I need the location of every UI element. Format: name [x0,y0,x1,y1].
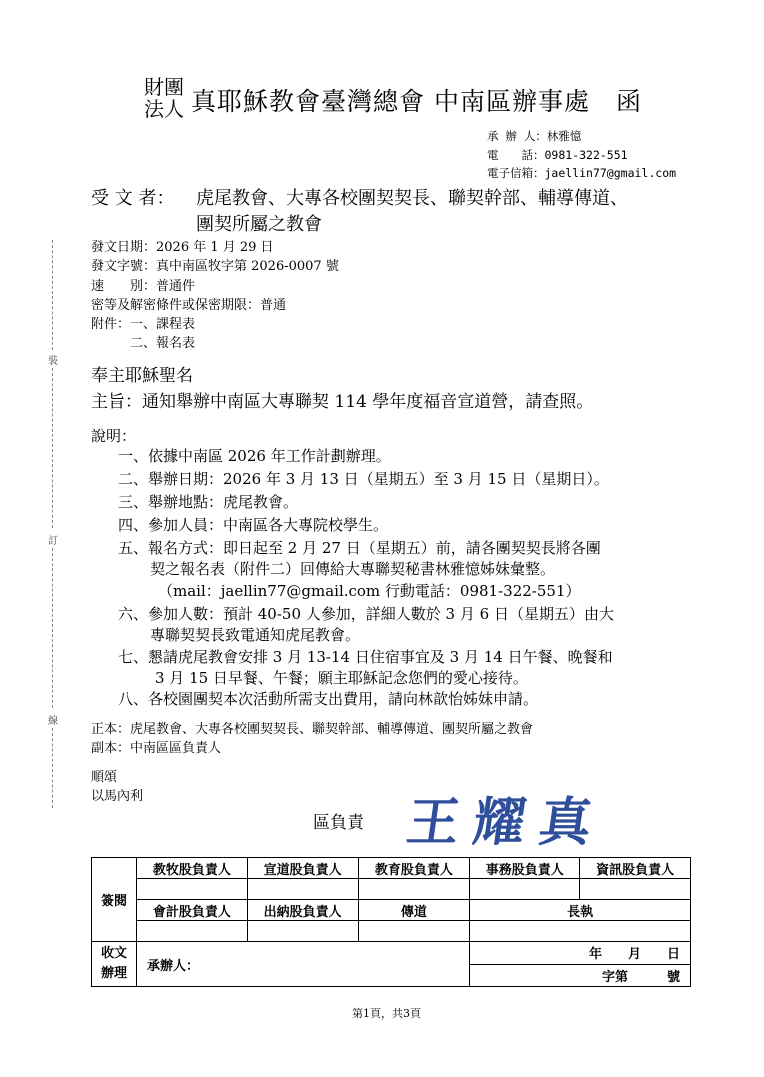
attachment-1: 附件：一、課程表 [91,317,196,332]
explanation-item: 二、舉辦日期：2026 年 3 月 13 日（星期五）至 3 月 15 日（星期日）。 [118,470,609,488]
subject: 主旨：通知舉辦中南區大專聯契 114 學年度福音宣道營，請查照。 [91,392,594,412]
signer-role: 事務股負責人 [470,858,580,879]
explanation-item: 四、參加人員：中南區各大專院校學生。 [118,516,389,534]
handler-label: 承辦人： [136,942,469,987]
signer-role: 宣道股負責人 [247,858,358,879]
explanation-item: 七、懇請虎尾教會安排 3 月 13-14 日住宿事宜及 3 月 14 日午餐、晚餐和 [118,648,613,666]
receive-date: 年 月 日 [470,942,691,965]
signer-role: 會計股負責人 [136,900,247,921]
closing-line1: 順頌 [91,770,118,785]
closing-line2: 以馬內利 [91,789,144,804]
signer-role: 出納股負責人 [247,900,358,921]
recipient-line1: 虎尾教會、大專各校團契契長、聯契幹部、輔導傳道、 [196,188,628,209]
copy-cc: 副本：中南區區負責人 [91,741,222,756]
signature-label: 區負責 [313,813,364,833]
page-footer: 第1頁，共3頁 [352,1007,421,1020]
org-prefix-2: 法人 [144,97,184,121]
signer-role: 資訊股負責人 [580,858,691,879]
signer-role: 教育股負責人 [358,858,470,879]
binding-line [52,548,53,708]
explanation-item: 一、依據中南區 2026 年工作計劃辦理。 [118,447,391,465]
speed: 速 別：普通件 [91,279,196,294]
document-title: 真耶穌教會臺灣總會 中南區辦事處 函 [191,87,642,116]
binding-line [52,368,53,528]
signature-box[interactable] [470,921,691,942]
explanation-item-cont: 專聯契契長致電通知虎尾教會。 [150,626,361,644]
receive-number: 字第 號 [470,964,691,987]
contact-email: 電子信箱：jaellin77@gmail.com [487,166,677,180]
signature-box[interactable] [580,879,691,900]
binding-line [52,728,53,808]
signer-role: 教牧股負責人 [136,858,247,879]
binding-line [52,240,53,350]
attachment-2: 二、報名表 [130,336,196,351]
signature-box[interactable] [247,921,358,942]
explanation-item: 八、各校園團契本次活動所需支出費用，請向林歆怡姊妹申請。 [118,690,539,708]
review-label: 簽閱 [92,858,137,942]
explanation-label: 說明： [91,427,137,445]
signer-role: 長執 [470,900,691,921]
explanation-item-cont: 契之報名表（附件二）回傳給大專聯契秘書林雅憶姊妹彙整。 [150,560,556,578]
explanation-item: 三、舉辦地點：虎尾教會。 [118,493,299,511]
signature-box[interactable] [136,879,247,900]
contact-handler: 承 辦 人：林雅憶 [487,129,582,143]
binding-mark-zhuang: 裝 [48,356,58,367]
copy-main: 正本：虎尾教會、大專各校團契契長、聯契幹部、輔導傳道、團契所屬之教會 [91,722,534,737]
signature-box[interactable] [247,879,358,900]
recipient-label: 受 文 者： [91,188,175,209]
signature-box[interactable] [358,921,470,942]
explanation-item-cont: 3 月 15 日早餐、午餐；願主耶穌記念您們的愛心接待。 [155,669,528,687]
explanation-item: 六、參加人數：預計 40-50 人參加，詳細人數於 3 月 6 日（星期五）由大 [118,605,614,623]
signer-role: 傳道 [358,900,470,921]
signature-stamp: 王耀真 [403,792,610,853]
org-prefix-1: 財團 [144,75,184,99]
receive-label: 收文辦理 [92,942,137,987]
binding-mark-ding: 訂 [48,536,58,547]
issue-date: 發文日期：2026 年 1 月 29 日 [91,240,274,255]
secrecy: 密等及解密條件或保密期限：普通 [91,298,287,313]
recipient-line2: 團契所屬之教會 [196,214,322,235]
explanation-item: 五、報名方式：即日起至 2 月 27 日（星期五）前，請各團契契長將各團 [118,539,601,557]
greeting: 奉主耶穌聖名 [91,366,193,386]
signature-box[interactable] [470,879,580,900]
sign-off-table [91,857,691,987]
binding-mark-xian: 線 [48,716,58,727]
signature-box[interactable] [136,921,247,942]
explanation-item-cont: （mail：jaellin77@gmail.com 行動電話：0981-322-551） [158,582,581,600]
signature-box[interactable] [358,879,470,900]
contact-phone: 電 話：0981-322-551 [487,148,628,162]
issue-number: 發文字號：真中南區牧字第 2026-0007 號 [91,259,339,274]
